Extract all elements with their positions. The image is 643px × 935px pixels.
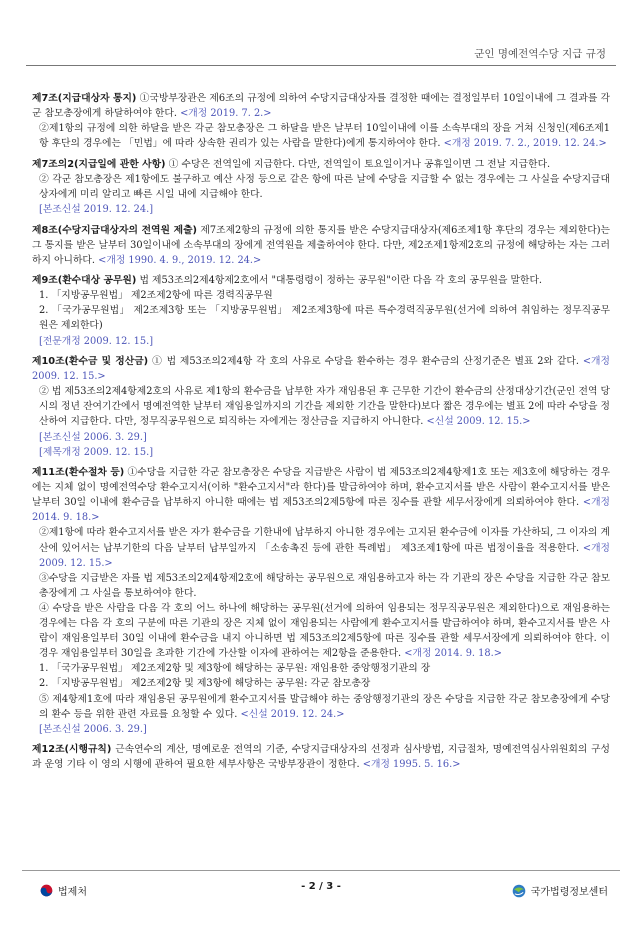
amendment-note: <신설 2009. 12. 15.> <box>426 416 531 428</box>
article <box>32 354 610 460</box>
header-rule <box>26 65 616 66</box>
paragraph-text: ② 법 제53조의2제4항제2호의 사유로 제1항의 환수금을 납부한 자가 재임용된 후 근무한 기간이 환수금의 산정대상기간(군인 전역 당시의 정년 잔여기간에서 명예전역한 날부터 재임용일까지의 기간을 제외한 기간을 말한다)보다 짧은 경우에는 별표 2에 따라 수당을 정산하여 지급한다. 다만, 정무직공무원으로 퇴직하는 자에게는 정산금을 지급하지 아니한다. <box>39 386 610 428</box>
amendment-note: <개정 2009. 12. 15.> <box>32 356 610 383</box>
article-paragraph <box>32 334 610 349</box>
paragraph-text: ② 각군 참모총장은 제1항에도 불구하고 예산 사정 등으로 같은 항에 따른 날에 수당을 지급할 수 없는 경우에는 그 사실을 수당지급대상자에게 미리 알리고 빠른 시일 내에 지급해야 한다. <box>39 173 610 200</box>
article-title: 제11조(환수절차 등) <box>32 467 125 479</box>
footer-right-label: 국가법령정보센터 <box>530 887 608 898</box>
article-paragraph <box>32 742 610 772</box>
article <box>32 273 610 348</box>
article-paragraph <box>32 202 610 217</box>
paragraph-text: ②제1항의 규정에 의한 하달을 받은 각군 참모총장은 그 하달을 받은 날부터 10일이내에 이를 소속부대의 장을 거쳐 신청인(제6조제1항 후단의 경우에는 「민법」에 따라 상속한 권리가 있는 사람을 말한다)에게 통지하여야 한다. <box>39 123 610 150</box>
article-paragraph <box>32 157 610 172</box>
paragraph-text: ④ 수당을 받은 사람을 다음 각 호의 어느 하나에 해당하는 공무원(선거에 의하여 임용되는 정무직공무원은 제외한다)으로 재임용하는 경우에는 다음 각 호의 구분에 따른 기관의 장은 지체 없이 재임용되는 사람에게 환수고지서를 발급하여야 하며, 환수고지서를 받은 사람이 재임용일부터 30일 이내에 환수금을 내지 아니하면 법 제53조의2제5항에 따른 징수를 관할 세무서장에게 의뢰하여야 한다. 이 경우 재임용일부터 30일을 초과한 기간에 가산할 이자에 관하여는 제2항을 준용한다. <box>39 602 610 660</box>
paragraph-text: ①수당을 지급한 각군 참모총장은 수당을 지급받은 사람이 법 제53조의2제4항제1호 또는 제3호에 해당하는 경우에는 지체 없이 명예전역수당 환수고지서(이하 "환수고지서"라 한다)를 발급하여야 하며, 환수고지서를 받은 사람이 환수고지서를 받은 날부터 30일 이내에 환수금을 납부하지 아니한 때에는 법 제53조의2제5항에 따른 징수를 관할 세무서장에게 의뢰하여야 한다. <box>32 467 610 509</box>
article-paragraph <box>32 384 610 429</box>
amendment-note: <개정 2014. 9. 18.> <box>404 648 502 660</box>
globe-icon <box>512 884 526 898</box>
article-title: 제7조의2(지급일에 관한 사항) <box>32 158 166 170</box>
amendment-note: [본조신설 2019. 12. 24.] <box>39 204 154 216</box>
paragraph-text: ① 수당은 전역일에 지급한다. 다만, 전역일이 토요일이거나 공휴일이면 그 전날 지급한다. <box>168 158 551 170</box>
article-title: 제8조(수당지급대상자의 전역원 제출) <box>32 224 198 236</box>
article-title: 제7조(지급대상자 통지) <box>32 93 137 104</box>
amendment-note: <개정 2014. 9. 18.> <box>32 497 610 524</box>
amendment-note: <개정 2019. 7. 2.> <box>180 108 272 120</box>
amendment-note: [전문개정 2009. 12. 15.] <box>39 335 154 347</box>
amendment-note: [본조신설 2006. 3. 29.] <box>39 723 147 735</box>
article-paragraph <box>32 91 610 121</box>
amendment-note: [본조신설 2006. 3. 29.] <box>39 431 147 443</box>
paragraph-text: 근속연수의 계산, 명예로운 전역의 기준, 수당지급대상자의 선정과 심사방법, 지급절차, 명예전역심사위원회의 구성과 운영 기타 이 영의 시행에 관하여 필요한 세부사항은 국방부장관이 정한다. <box>32 744 610 771</box>
article-paragraph <box>32 601 610 661</box>
article-paragraph <box>32 273 610 288</box>
article-paragraph <box>32 525 610 570</box>
document-title: 군인 명예전역수당 지급 규정 <box>474 48 606 60</box>
numbered-item <box>32 676 610 691</box>
paragraph-text: ①국방부장관은 제6조의 규정에 의하여 수당지급대상자를 결정한 때에는 결정일부터 10일이내에 그 결과를 각군 참모총장에게 하달하여야 한다. <box>32 93 610 120</box>
paragraph-text: 제7조제2항의 규정에 의한 통지를 받은 수당지급대상자(제6조제1항 후단의 경우는 제외한다)는 그 통지를 받은 날부터 30일이내에 소속부대의 장에게 전역원을 제출하여야 한다. 다만, 제2조제1항제2호의 규정에 해당하는 자는 그러하지 아니하다. <box>32 224 610 266</box>
amendment-note: <개정 1990. 4. 9., 2019. 12. 24.> <box>98 254 262 266</box>
article-paragraph <box>32 465 610 525</box>
article-title: 제9조(환수대상 공무원) <box>32 275 137 287</box>
paragraph-text: ① 법 제53조의2제4항 각 호의 사유로 수당을 환수하는 경우 환수금의 산정기준은 별표 2와 같다. <box>152 356 579 368</box>
article-paragraph <box>32 121 610 151</box>
amendment-note: <개정 2009. 12. 15.> <box>39 542 611 569</box>
article-paragraph <box>32 354 610 384</box>
article-paragraph <box>32 722 610 737</box>
article <box>32 465 610 737</box>
amendment-note: <신설 2019. 12. 24.> <box>240 708 345 720</box>
paragraph-text: 1. 「국가공무원법」 제2조제2항 및 제3항에 해당하는 공무원: 재임용한 중앙행정기관의 장 <box>39 663 431 675</box>
paragraph-text: ②제1항에 따라 환수고지서를 받은 자가 환수금을 기한내에 납부하지 아니한 경우에는 고지된 환수금에 이자를 가산하되, 그 이자의 계산에 있어서는 납부기한의 다음 날부터 납부일까지 「소송촉진 등에 관한 특례법」 제3조제1항에 따른 법정이율을 적용한다. <box>39 527 610 554</box>
paragraph-text: 법 제53조의2제4항제2호에서 "대통령령이 정하는 공무원"이란 다음 각 호의 공무원을 말한다. <box>139 275 543 287</box>
law-center-logo <box>512 880 608 899</box>
article-paragraph <box>32 223 610 268</box>
paragraph-text: 2. 「국가공무원법」 제2조제3항 또는 「지방공무원법」 제2조제3항에 따른 특수경력직공무원(선거에 의하여 취임하는 정무직공무원은 제외한다) <box>39 305 610 332</box>
article-paragraph <box>32 430 610 445</box>
article-paragraph <box>32 172 610 202</box>
numbered-item <box>32 661 610 676</box>
article-paragraph <box>32 571 610 601</box>
page-footer <box>22 870 620 901</box>
article-title: 제12조(시행규칙) <box>32 744 112 756</box>
amendment-note: [제목개정 2009. 12. 15.] <box>39 446 154 458</box>
paragraph-text: ③수당을 지급받은 자를 법 제53조의2제4항제2호에 해당하는 공무원으로 재임용하고자 하는 각 기관의 장은 수당을 지급한 각군 참모총장에게 그 사실을 통보하여야 한다. <box>39 572 610 599</box>
footer-left-label: 법제처 <box>58 887 87 898</box>
page-header <box>26 36 616 68</box>
numbered-item <box>32 288 610 303</box>
paragraph-text: 2. 「지방공무원법」 제2조제2항 및 제3항에 해당하는 공무원: 각군 참모총장 <box>39 678 371 690</box>
article-title: 제10조(환수금 및 정산금) <box>32 356 149 368</box>
article <box>32 91 610 151</box>
article-paragraph <box>32 692 610 722</box>
paragraph-text: 1. 「지방공무원법」 제2조제2항에 따른 경력직공무원 <box>39 290 273 302</box>
article <box>32 157 610 217</box>
document-body <box>32 91 610 778</box>
amendment-note: <개정 1995. 5. 16.> <box>362 759 461 771</box>
article <box>32 223 610 268</box>
paragraph-text: ⑤ 제4항제1호에 따라 재임용된 공무원에게 환수고지서를 발급해야 하는 중앙행정기관의 장은 수당을 지급한 각군 참모총장에게 수당의 환수 등을 위한 관련 자료를 요청할 수 있다. <box>39 693 610 720</box>
article <box>32 742 610 772</box>
page-number: - 2 / 3 - <box>301 881 341 892</box>
numbered-item <box>32 303 610 333</box>
article-paragraph <box>32 445 610 460</box>
amendment-note: <개정 2019. 7. 2., 2019. 12. 24.> <box>443 138 607 150</box>
